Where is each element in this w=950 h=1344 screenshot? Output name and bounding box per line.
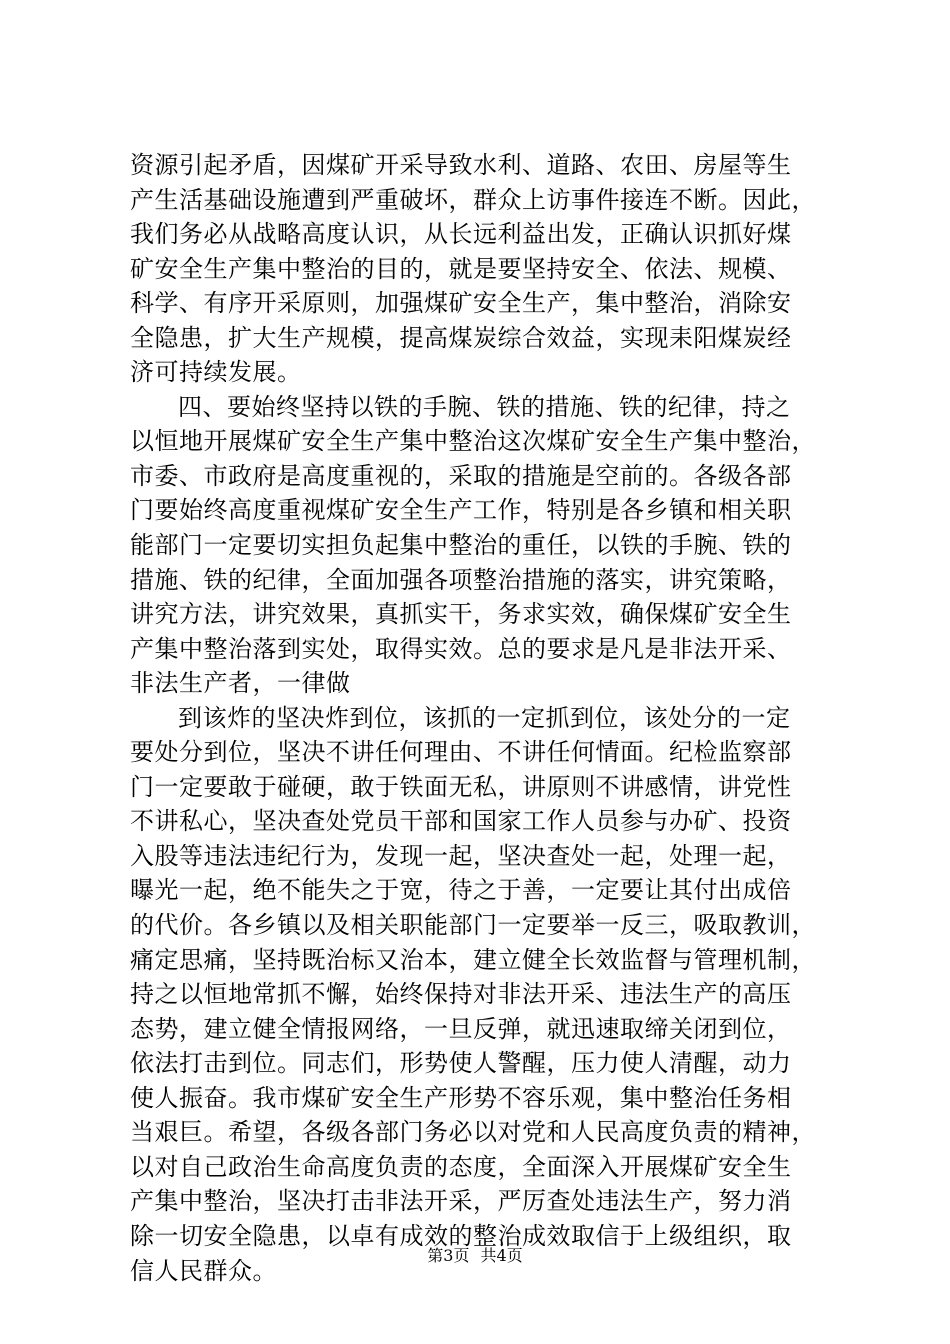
text-line: 讲究方法，讲究效果，真抓实干，务求实效，确保煤矿安全生	[130, 600, 792, 629]
text-line: 市委、市政府是高度重视的，采取的措施是空前的。各级各部	[130, 461, 792, 490]
text-line: 产集中整治落到实处，取得实效。总的要求是凡是非法开采、	[130, 634, 792, 663]
text-line: 当艰巨。希望，各级各部门务必以对党和人民高度负责的精神，	[130, 1118, 816, 1147]
text-line: 除一切安全隐患，以卓有成效的整治成效取信于上级组织，取	[130, 1221, 792, 1250]
text-line: 的代价。各乡镇以及相关职能部门一定要举一反三，吸取教训，	[130, 911, 816, 940]
text-line: 曝光一起，绝不能失之于宽，待之于善，一定要让其付出成倍	[130, 876, 792, 905]
text-line: 不讲私心，坚决查处党员干部和国家工作人员参与办矿、投资	[130, 807, 792, 836]
text-line: 资源引起矛盾，因煤矿开采导致水利、道路、农田、房屋等生	[130, 151, 792, 179]
text-line: 入股等违法违纪行为，发现一起，坚决查处一起，处理一起，	[130, 841, 792, 870]
page-footer	[0, 1246, 950, 1266]
text-line: 门一定要敢于碰硬，敢于铁面无私，讲原则不讲感情，讲党性	[130, 772, 792, 801]
text-line: 依法打击到位。同志们，形势使人警醒，压力使人清醒，动力	[130, 1049, 792, 1078]
text-line: 态势，建立健全情报网络，一旦反弹，就迅速取缔关闭到位，	[130, 1014, 792, 1043]
text-line: 我们务必从战略高度认识，从长远利益出发，正确认识抓好煤	[130, 220, 792, 249]
text-line: 非法生产者，一律做	[130, 669, 351, 698]
text-line: 以对自己政治生命高度负责的态度，全面深入开展煤矿安全生	[130, 1152, 792, 1181]
text-line: 使人振奋。我市煤矿安全生产形势不容乐观，集中整治任务相	[130, 1083, 792, 1112]
text-line: 要处分到位，坚决不讲任何理由、不讲任何情面。纪检监察部	[130, 738, 792, 767]
text-line: 产集中整治，坚决打击非法开采，严厉查处违法生产，努力消	[130, 1187, 792, 1216]
text-line: 信人民群众。	[130, 1256, 277, 1285]
text-line: 全隐患，扩大生产规模，提高煤炭综合效益，实现耒阳煤炭经	[130, 323, 792, 352]
text-line: 门要始终高度重视煤矿安全生产工作，特别是各乡镇和相关职	[130, 496, 792, 525]
text-line: 到该炸的坚决炸到位，该抓的一定抓到位，该处分的一定	[178, 703, 791, 732]
page-total: 共4页	[480, 1246, 523, 1265]
page-number: 第3页	[427, 1246, 470, 1265]
document-body	[130, 148, 830, 1288]
text-line: 措施、铁的纪律，全面加强各项整治措施的落实，讲究策略，	[130, 565, 792, 594]
text-line: 持之以恒地常抓不懈，始终保持对非法开采、违法生产的高压	[130, 980, 792, 1009]
text-line: 产生活基础设施遭到严重破坏，群众上访事件接连不断。因此，	[130, 185, 816, 214]
text-line: 痛定思痛，坚持既治标又治本，建立健全长效监督与管理机制，	[130, 945, 816, 974]
text-line: 以恒地开展煤矿安全生产集中整治这次煤矿安全生产集中整治，	[130, 427, 816, 456]
text-line: 济可持续发展。	[130, 358, 302, 387]
text-line: 矿安全生产集中整治的目的，就是要坚持安全、依法、规模、	[130, 254, 792, 283]
text-line: 四、要始终坚持以铁的手腕、铁的措施、铁的纪律，持之	[178, 392, 791, 421]
text-line: 科学、有序开采原则，加强煤矿安全生产，集中整治，消除安	[130, 289, 792, 318]
text-line: 能部门一定要切实担负起集中整治的重任，以铁的手腕、铁的	[130, 531, 792, 560]
